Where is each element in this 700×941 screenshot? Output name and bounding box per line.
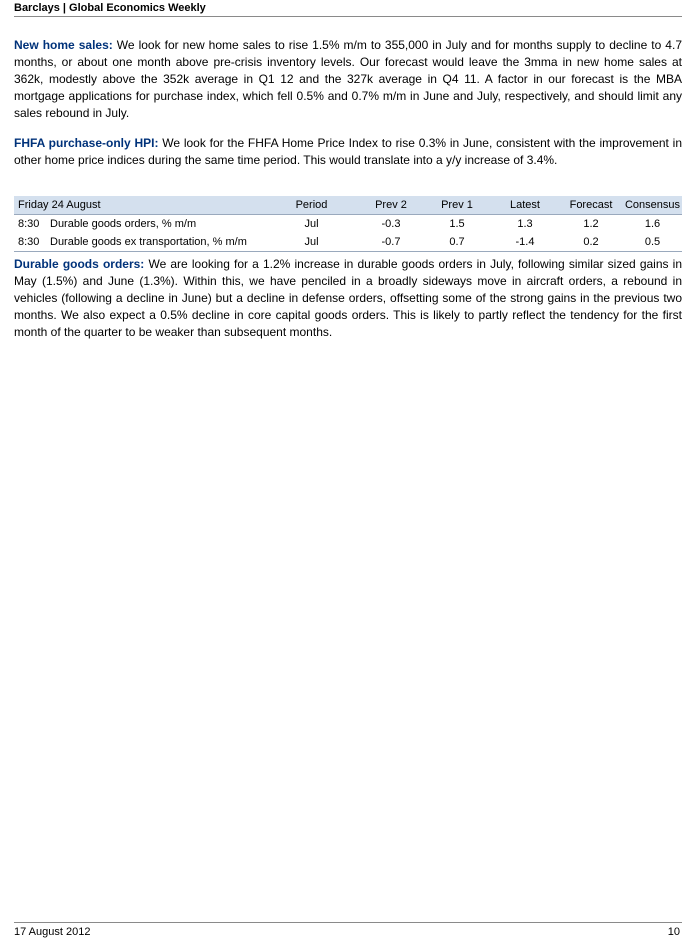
column-header-consensus: Consensus <box>624 199 681 211</box>
report-header: Barclays | Global Economics Weekly <box>14 2 682 17</box>
paragraph-text: We look for new home sales to rise 1.5% m/m to 355,000 in July and for months supply to decline to 4.7 months, or about one month above pre-crisis inventory levels. Our forecast would leave the 3mma in new home sales at 362k, modestly above the 352k average in Q1 12 and the 327k average in Q4 11. A factor in our forecast is the MBA mortgage applications for purchase index, which fell 0.5% and 0.7% m/m in June and July, respectively, and should limit any sales rebound in July. <box>14 38 682 120</box>
table-row <box>14 215 682 234</box>
column-header-forecast: Forecast <box>569 199 613 211</box>
cell-forecast: 0.2 <box>559 233 623 252</box>
paragraph-fhfa-hpi <box>14 135 682 169</box>
paragraph-durable-goods <box>14 256 682 341</box>
cell-latest: -1.4 <box>491 233 559 252</box>
cell-indicator: Durable goods ex transportation, % m/m <box>50 233 264 252</box>
column-header-prev2: Prev 2 <box>375 199 407 211</box>
cell-prev1: 0.7 <box>423 233 491 252</box>
paragraph-lead: Durable goods orders: <box>14 257 145 271</box>
paragraph-text: We look for the FHFA Home Price Index to rise 0.3% in June, consistent with the improvement in other home price indices during the same time period. This would translate into a y/y increase of 3.4%. <box>14 136 682 167</box>
cell-forecast: 1.2 <box>559 215 623 234</box>
cell-period: Jul <box>264 215 359 234</box>
table-header-row <box>14 196 682 215</box>
cell-time: 8:30 <box>14 233 50 252</box>
cell-indicator: Durable goods orders, % m/m <box>50 215 264 234</box>
cell-period: Jul <box>264 233 359 252</box>
paragraph-new-home-sales <box>14 37 682 122</box>
page-footer <box>14 922 682 938</box>
cell-prev2: -0.7 <box>359 233 423 252</box>
paragraph-lead: New home sales: <box>14 38 113 52</box>
calendar-day: Friday 24 August <box>18 199 101 211</box>
page-number: 10 <box>667 926 680 938</box>
column-header-period: Period <box>295 199 328 211</box>
footer-date: 17 August 2012 <box>14 926 91 938</box>
cell-prev1: 1.5 <box>423 215 491 234</box>
cell-prev2: -0.3 <box>359 215 423 234</box>
table-row <box>14 233 682 252</box>
paragraph-text: We are looking for a 1.2% increase in durable goods orders in July, following similar sized gains in May (1.5%) and June (1.3%). Within this, we have penciled in a broadly sideways move in aircraft orders, a rebound in vehicles (following a decline in June) but a decline in defense orders, offsetting some of the strong gains in the previous two months. We also expect a 0.5% decline in core capital goods orders. This is likely to partly reflect the tendency for the first month of the quarter to be weaker than subsequent months. <box>14 257 683 339</box>
column-header-prev1: Prev 1 <box>441 199 473 211</box>
cell-time: 8:30 <box>14 215 50 234</box>
cell-consensus: 1.6 <box>623 215 682 234</box>
data-calendar-table <box>14 196 682 252</box>
cell-latest: 1.3 <box>491 215 559 234</box>
paragraph-lead: FHFA purchase-only HPI: <box>14 136 159 150</box>
cell-consensus: 0.5 <box>623 233 682 252</box>
column-header-latest: Latest <box>510 199 540 211</box>
